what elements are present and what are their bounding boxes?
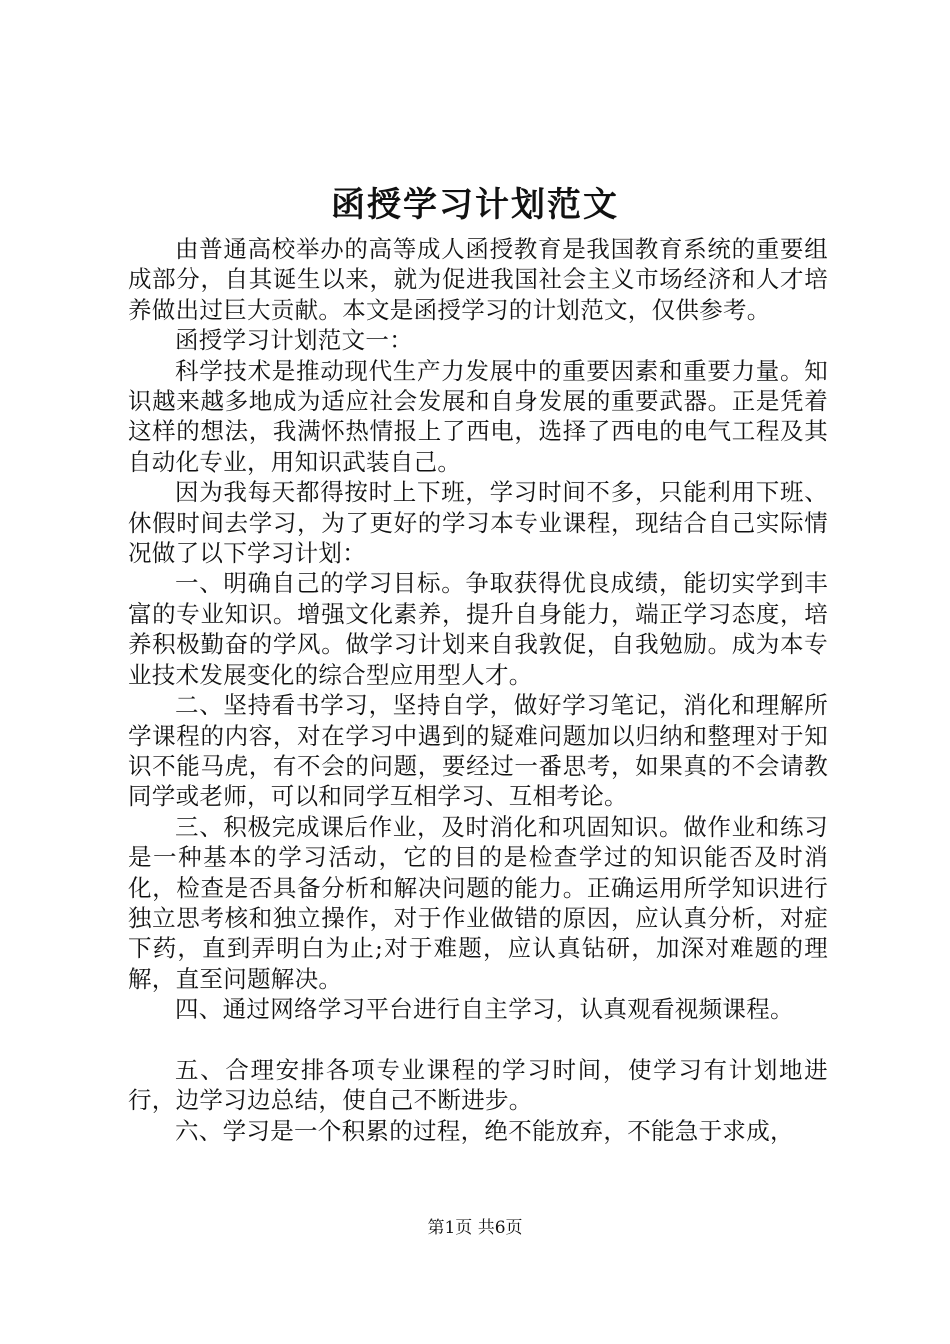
document-body xyxy=(128,234,828,1146)
paragraph-section-heading: 函授学习计划范文一： xyxy=(175,326,413,355)
paragraph-point-5: 五、合理安排各项专业课程的学习时间，使学习有计划地进行，边学习边总结，使自己不断进步。 xyxy=(128,1055,828,1115)
paragraph-intro: 由普通高校举办的高等成人函授教育是我国教育系统的重要组成部分，自其诞生以来，就为促进我国社会主义市场经济和人才培养做出过巨大贡献。本文是函授学习的计划范文，仅供参考。 xyxy=(128,235,828,324)
paragraph-context: 因为我每天都得按时上下班，学习时间不多，只能利用下班、休假时间去学习，为了更好的学习本专业课程，现结合自己实际情况做了以下学习计划： xyxy=(128,478,828,568)
paragraph-point-3: 三、积极完成课后作业，及时消化和巩固知识。做作业和练习是一种基本的学习活动，它的目的是检查学过的知识能否及时消化，检查是否具备分析和解决问题的能力。正确运用所学知识进行独立思考核和独立操作，对于作业做错的原因，应认真分析，对症下药，直到弄明白为止;对于难题，应认真钻研，加深对难题的理解，直至问题解决。 xyxy=(128,812,828,993)
paragraph-point-1: 一、明确自己的学习目标。争取获得优良成绩，能切实学到丰富的专业知识。增强文化素养，提升自身能力，端正学习态度，培养积极勤奋的学风。做学习计划来自我敦促，自我勉励。成为本专业技术发展变化的综合型应用型人才。 xyxy=(128,569,828,689)
paragraph-point-6: 六、学习是一个积累的过程，绝不能放弃，不能急于求成， xyxy=(175,1116,794,1145)
paragraph-spacer xyxy=(128,1025,828,1055)
paragraph-point-4: 四、通过网络学习平台进行自主学习，认真观看视频课程。 xyxy=(175,995,794,1024)
paragraph-point-2: 二、坚持看书学习，坚持自学，做好学习笔记，消化和理解所学课程的内容，对在学习中遇到的疑难问题加以归纳和整理对于知识不能马虎，有不会的问题，要经过一番思考，如果真的不会请教同学或老师，可以和同学互相学习、互相考论。 xyxy=(128,691,828,811)
page-footer: 第1页 共6页 xyxy=(427,1218,523,1238)
paragraph-motivation: 科学技术是推动现代生产力发展中的重要因素和重要力量。知识越来越多地成为适应社会发展和自身发展的重要武器。正是凭着这样的想法，我满怀热情报上了西电，选择了西电的电气工程及其自动化专业，用知识武装自己。 xyxy=(128,356,828,476)
document-title: 函授学习计划范文 xyxy=(331,185,619,225)
